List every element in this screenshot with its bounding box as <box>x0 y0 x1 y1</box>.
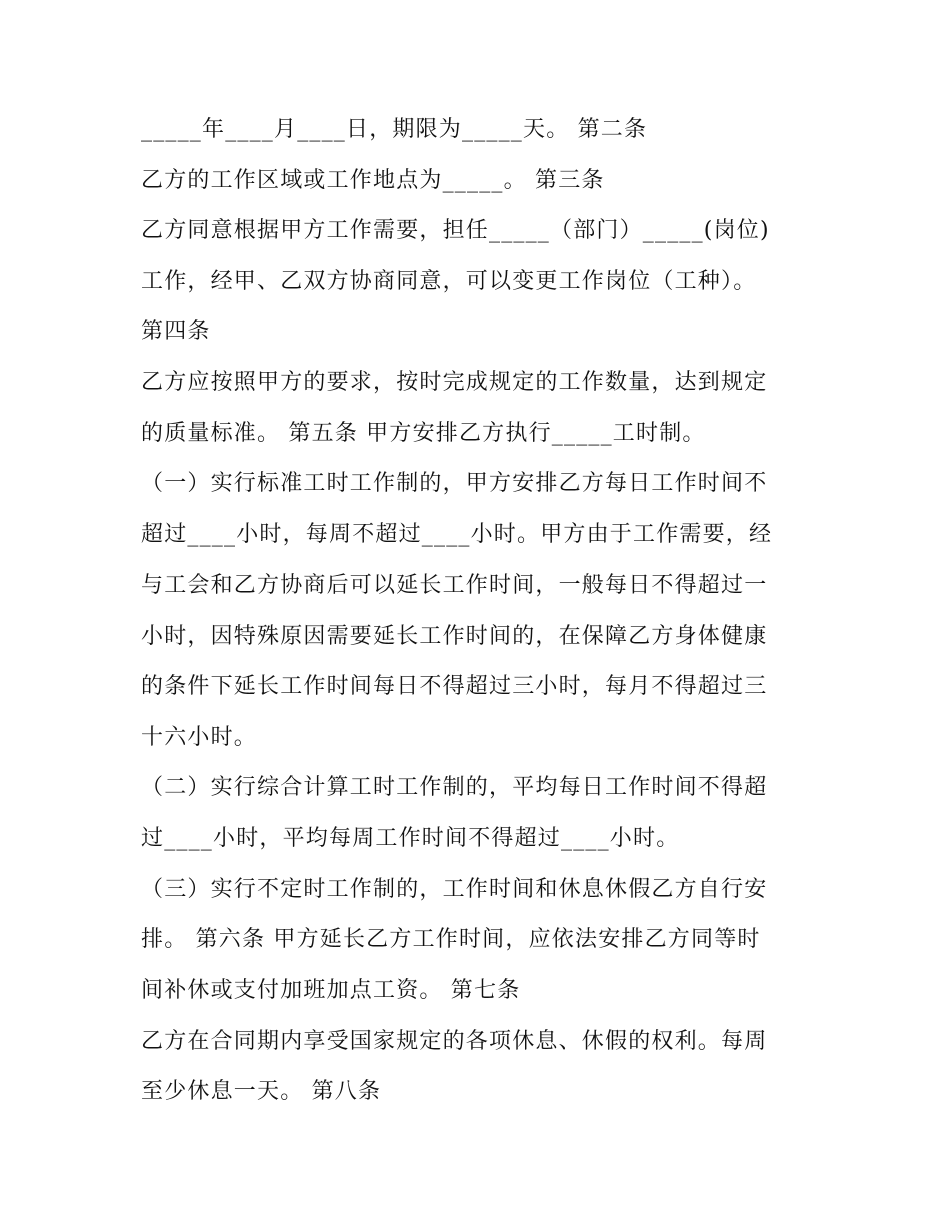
text-line: （二）实行综合计算工时工作制的，平均每日工作时间不得超 <box>141 775 768 800</box>
text-line: 间补休或支付加班加点工资。 第七条 <box>141 978 521 1003</box>
text-line: 十六小时。 <box>141 725 258 750</box>
text-line: 的条件下延长工作时间每日不得超过三小时，每月不得超过三 <box>141 674 768 699</box>
text-line: 的质量标准。 第五条 甲方安排乙方执行_____工时制。 <box>141 421 706 446</box>
text-line: 乙方应按照甲方的要求，按时完成规定的工作数量，达到规定 <box>141 370 768 395</box>
text-line: （三）实行不定时工作制的，工作时间和休息休假乙方自行安 <box>141 877 768 902</box>
text-line: （一）实行标准工时工作制的，甲方安排乙方每日工作时间不 <box>141 471 768 496</box>
text-line: 过____小时，平均每周工作时间不得超过____小时。 <box>141 826 680 851</box>
text-line: 工作，经甲、乙双方协商同意，可以变更工作岗位（工种）。 <box>141 269 757 294</box>
text-line: 乙方的工作区域或工作地点为_____。 第三条 <box>141 168 605 193</box>
text-line: _____年____月____日，期限为_____天。 第二条 <box>141 117 648 142</box>
text-line: 乙方在合同期内享受国家规定的各项休息、休假的权利。每周 <box>141 1029 768 1054</box>
text-line: 至少休息一天。 第八条 <box>141 1079 382 1104</box>
text-line: 第四条 <box>141 319 211 344</box>
text-line: 排。 第六条 甲方延长乙方工作时间，应依法安排乙方同等时 <box>141 927 761 952</box>
text-line: 超过____小时，每周不超过____小时。甲方由于工作需要，经 <box>141 522 773 547</box>
text-line: 小时，因特殊原因需要延长工作时间的，在保障乙方身体健康 <box>141 624 768 649</box>
text-line: 与工会和乙方协商后可以延长工作时间，一般每日不得超过一 <box>141 573 768 598</box>
text-line: 乙方同意根据甲方工作需要，担任_____（部门）_____(岗位) <box>141 218 770 243</box>
